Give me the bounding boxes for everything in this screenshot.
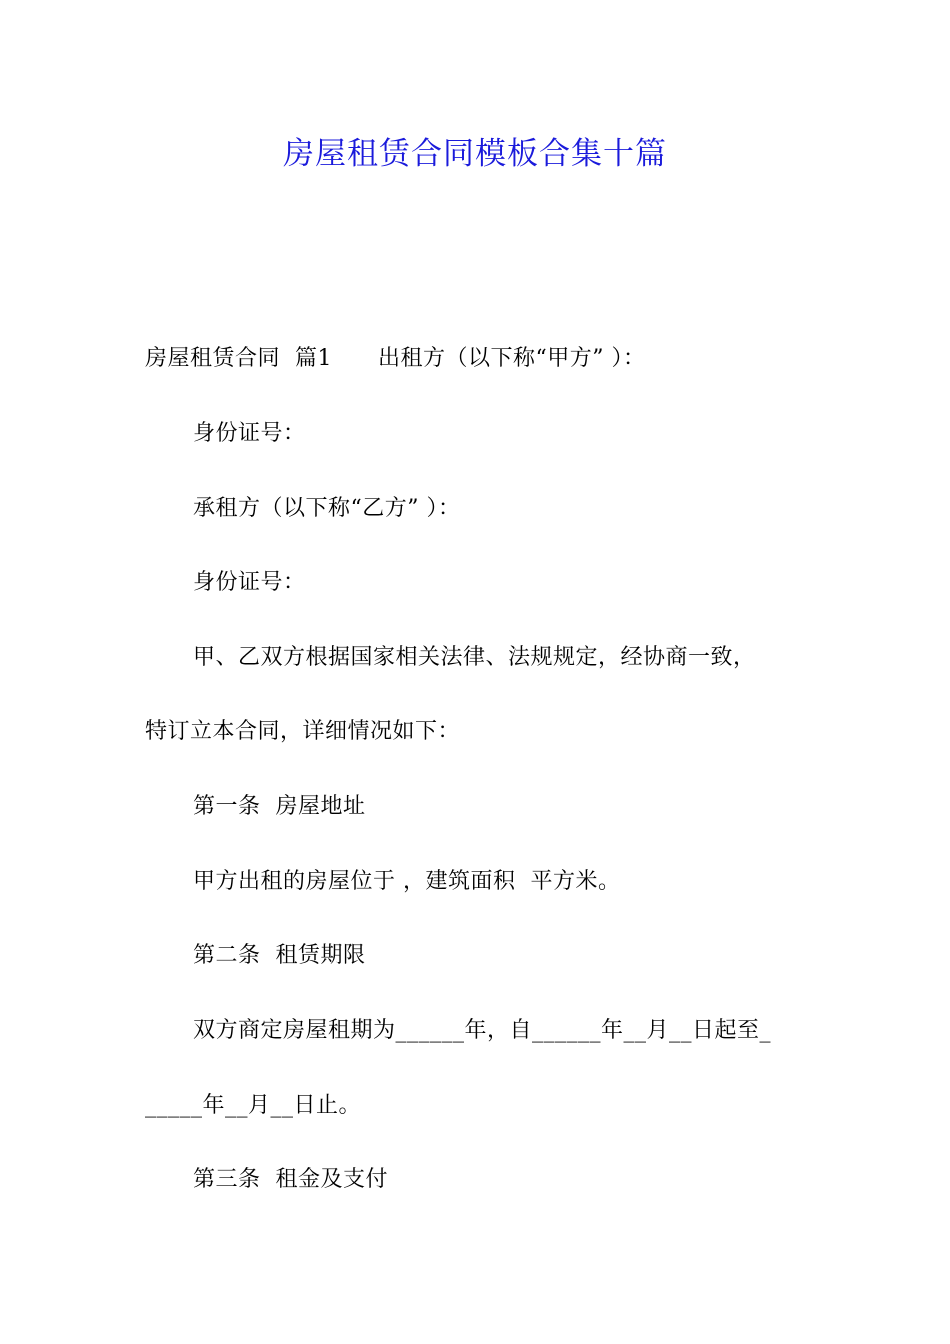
agreement-intro-continuation: 特订立本合同，详细情况如下： [145, 719, 461, 744]
article-1-body: 甲方出租的房屋位于 ，建筑面积 平方米。 [193, 869, 621, 894]
lessee-line: 承租方（以下称“乙方” ）： [193, 496, 461, 521]
document-title: 房屋租赁合同模板合集十篇 [283, 136, 667, 172]
lessee-id-line: 身份证号： [193, 570, 306, 595]
article-1-heading: 第一条 房屋地址 [193, 794, 366, 819]
paragraph-heading-line [145, 344, 645, 374]
lessor-id-line: 身份证号： [193, 421, 306, 446]
article-2-body-continuation: _____年__月__日止。 [145, 1093, 362, 1118]
agreement-intro-line: 甲、乙双方根据国家相关法律、法规规定，经协商一致， [193, 645, 756, 670]
article-2-heading: 第二条 租赁期限 [193, 943, 366, 968]
contract-label: 房屋租赁合同 篇1 [145, 346, 332, 371]
lessor-label: 出租方（以下称“甲方” ）： [377, 346, 646, 371]
article-3-heading: 第三条 租金及支付 [193, 1167, 388, 1192]
article-2-body: 双方商定房屋租期为______年，自______年__月__日起至_ [193, 1018, 772, 1043]
